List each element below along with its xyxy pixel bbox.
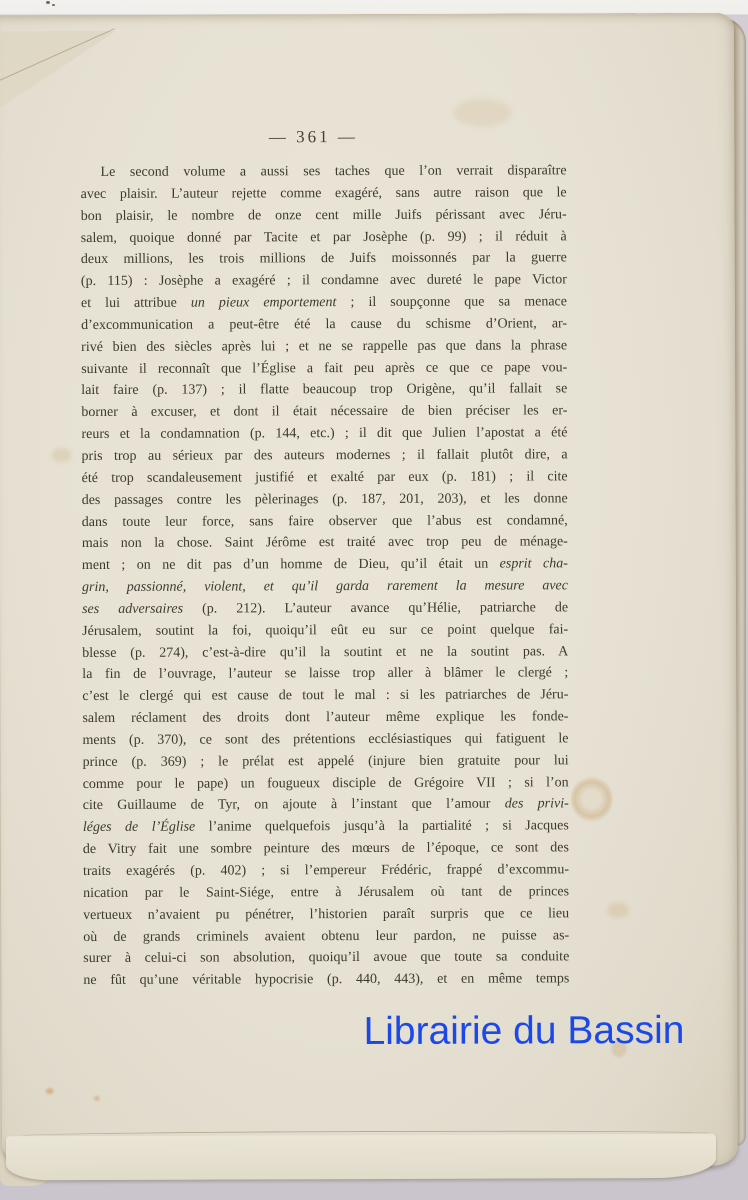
text-line: prince (p. 369) ; le prélat est appelé (injure bien gratuite pour lui	[82, 753, 569, 770]
text-line: grin, passionné, violent, et qu’il garda rarement la mesure avec	[81, 578, 569, 596]
text-line: léges de l’Église l’anime quelquefois jusqu’à la partialité ; si Jacques	[82, 818, 569, 836]
bottom-page-curl	[6, 1134, 716, 1180]
text-line: rivé bien des siècles après lui ; et ne se rappelle pas que dans la phrase	[81, 338, 568, 355]
text-line: la fin de l’ouvrage, l’auteur se laisse trop aller à blâmer le clergé ;	[82, 665, 569, 683]
text-line: ses adversaires (p. 212). L’auteur avance qu’Hélie, patriarche de	[82, 600, 569, 617]
foxing-stain	[453, 98, 511, 126]
watermark: Librairie du Bassin	[363, 1008, 685, 1054]
text-line: Jérusalem, soutint la foi, quoiqu’il eût eu sur ce point quelque fai-	[82, 622, 569, 639]
text-line: traits exagérés (p. 402) ; si l’empereur Frédéric, frappé d’excommu-	[82, 862, 570, 879]
text-line: ments (p. 370), ce sont des prétentions ecclésiastiques qui fatiguent le	[82, 731, 569, 748]
page-number: — 361 —	[268, 127, 358, 147]
foxing-stain	[607, 902, 629, 918]
foxing-stain	[46, 1088, 54, 1094]
text-line: reurs et la condamnation (p. 144, etc.) ; il dit que Julien l’apostat a été	[81, 425, 568, 443]
text-line: été trop scandaleusement justifié et exalté par eux (p. 181) ; il cite	[81, 469, 568, 486]
text-line: et lui attribue un pieux emportement ; il soupçonne que sa menace	[80, 294, 568, 312]
text-line: bon plaisir, le nombre de onze cent mille Juifs périssant avec Jéru-	[80, 206, 567, 224]
text-line: salem, quoique donné par Tacite et par Josèphe (p. 99) ; il réduit à	[80, 228, 567, 246]
foxing-stain	[94, 1096, 100, 1101]
foxing-stain	[571, 776, 613, 822]
text-line: salem réclament des droits dont l’auteur même explique les fonde-	[82, 709, 569, 727]
text-line: des passages contre les pèlerinages (p. 187, 201, 203), et les donne	[81, 490, 568, 508]
text-line: où de grands criminels avaient obtenu leur pardon, ne puisse as-	[83, 927, 570, 945]
text-line: pris trop au sérieux par des auteurs modernes ; il fallait plutôt dire, a	[81, 447, 568, 464]
corner-fold	[0, 31, 116, 109]
text-line: deux millions, les trois millions de Juifs moissonnés par la guerre	[80, 250, 567, 268]
text-line: c’est le clergé qui est cause de tout le mal : si les patriarches de Jéru-	[82, 687, 569, 705]
text-line: ment ; on ne dit pas d’un homme de Dieu, qu’il était un esprit cha-	[81, 556, 568, 574]
text-line: borner à excuser, et dont il était nécessaire de bien préciser les er-	[81, 403, 568, 421]
text-line: Le second volume a aussi ses taches que l’on verrait disparaître	[100, 163, 567, 180]
text-block	[81, 160, 570, 992]
dust-speck	[52, 4, 55, 6]
text-line: suivante il reconnaît que l’Église a fait peu après ce que ce pape vou-	[81, 359, 568, 377]
text-line: nication par le Saint-Siége, entre à Jérusalem où tant de princes	[83, 884, 570, 901]
text-line: (p. 115) : Josèphe a exagéré ; il condamne avec dureté le pape Victor	[80, 272, 567, 290]
text-line: surer à celui-ci son absolution, quoiqu’il avoue que toute sa conduite	[83, 949, 570, 967]
text-line: d’excommunication a peut-être été la cause du schisme d’Orient, ar-	[81, 316, 568, 333]
text-line: avec plaisir. L’auteur rejette comme exagéré, sans autre raison que le	[80, 185, 567, 202]
text-line: vertueux n’avaient pu pénétrer, l’historien paraît surpris que ce lieu	[83, 905, 570, 923]
book-page	[0, 13, 738, 1169]
text-line: de Vitry fait une sombre peinture des mœurs de l’époque, ce sont des	[82, 840, 569, 858]
text-line: ne fût qu’une véritable hypocrisie (p. 440, 443), et en même temps	[83, 971, 570, 989]
text-line: blesse (p. 274), c’est-à-dire qu’il la soutint et ne la soutint pas. A	[82, 643, 569, 661]
text-line: lait faire (p. 137) ; il flatte beaucoup trop Origène, qu’il fallait se	[81, 381, 568, 399]
dust-speck	[46, 1, 50, 4]
text-line: dans toute leur force, sans faire observer que l’abus est condamné,	[81, 512, 568, 530]
text-line: cite Guillaume de Tyr, on ajoute à l’instant que l’amour des privi-	[82, 796, 569, 814]
text-line: comme pour le pape) un fougueux disciple de Grégoire VII ; si l’on	[82, 774, 569, 792]
foxing-stain	[52, 448, 72, 462]
text-line: mais non la chose. Saint Jérôme est traité avec trop peu de ménage-	[81, 534, 568, 552]
